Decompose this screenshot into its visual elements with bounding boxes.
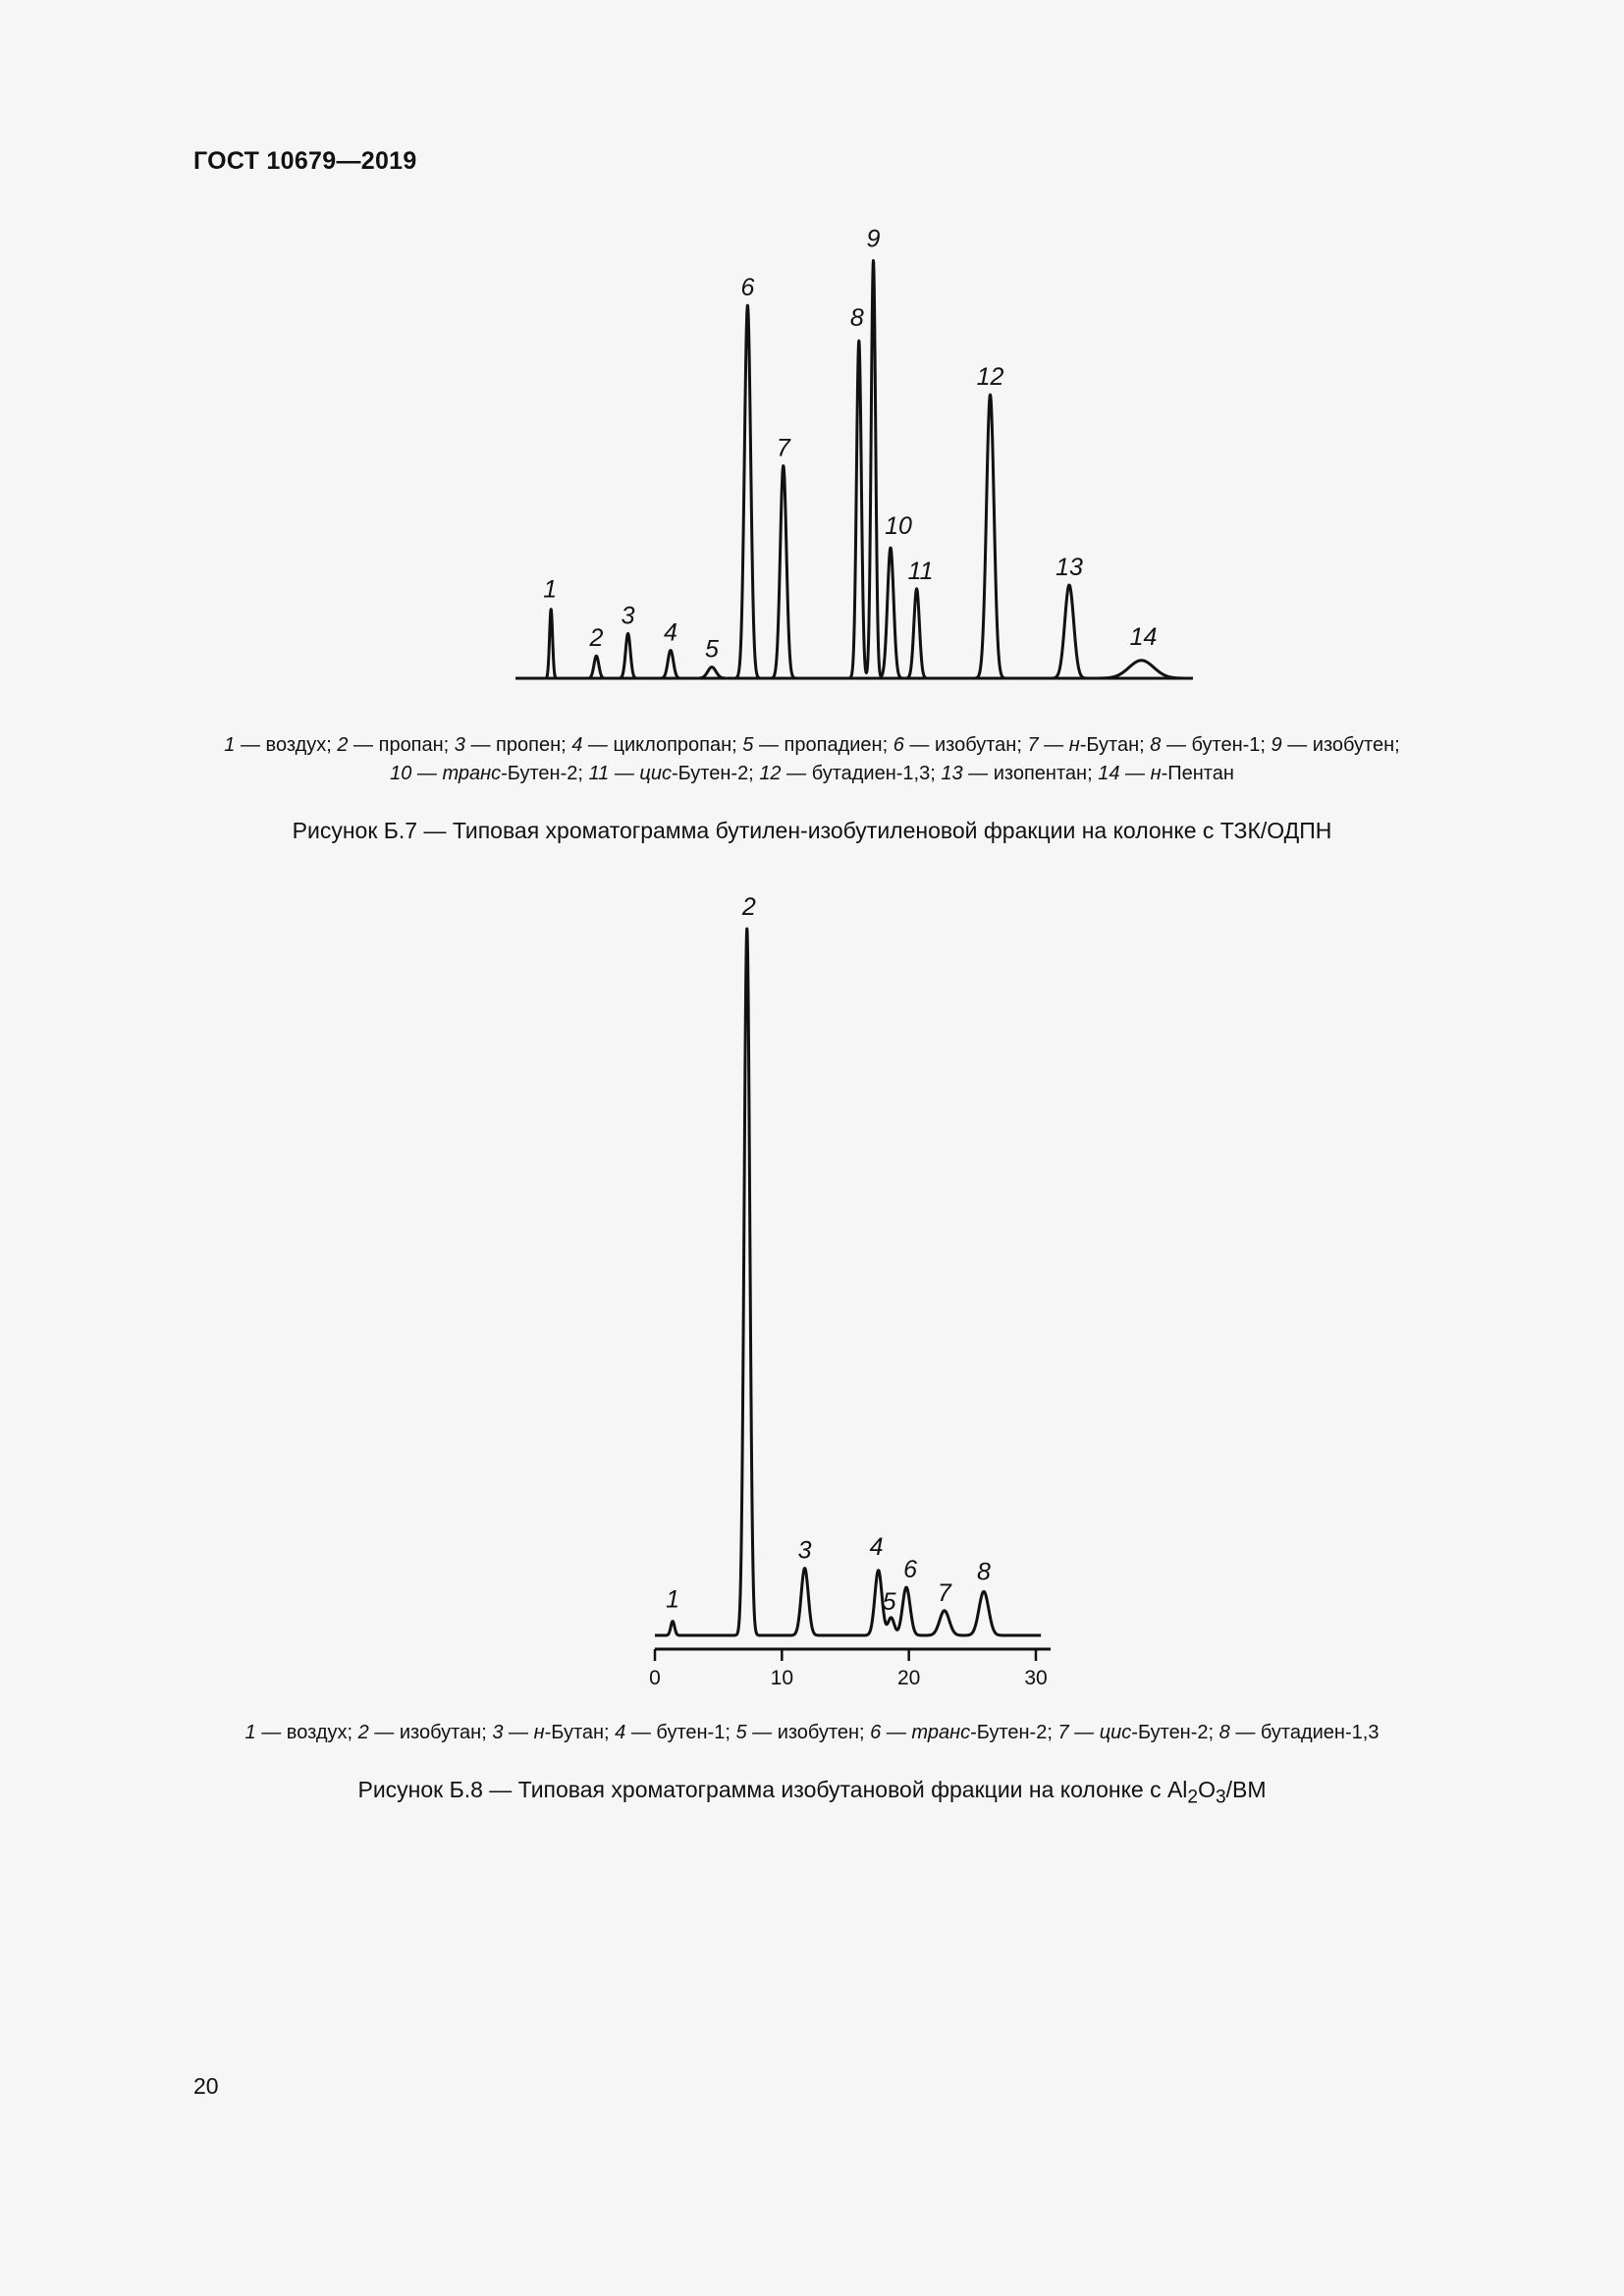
legend-entry-italic: транс bbox=[442, 763, 502, 784]
legend-line bbox=[147, 760, 1477, 788]
legend-entry: 12 — бутадиен-1,3; bbox=[759, 763, 942, 784]
legend-entry: 2 — пропан; bbox=[337, 734, 455, 756]
document-header: ГОСТ 10679—2019 bbox=[193, 147, 417, 175]
legend-entry-italic: н bbox=[533, 1722, 545, 1743]
legend-entry-number: 3 bbox=[492, 1722, 504, 1743]
peak-label: 12 bbox=[976, 363, 1004, 392]
figure-title-b8-main: Рисунок Б.8 — Типовая хроматограмма изобутановой фракции на колонке с Al bbox=[357, 1777, 1188, 1802]
peak-label: 14 bbox=[1129, 622, 1158, 651]
figure-title-b7: Рисунок Б.7 — Типовая хроматограмма бутилен-изобутиленовой фракции на колонке с ТЗК/ОДПН bbox=[292, 818, 1332, 843]
legend-entry-number: 3 bbox=[454, 734, 465, 756]
peak-label: 6 bbox=[903, 1556, 918, 1584]
legend-entry-number: 7 bbox=[1027, 734, 1039, 756]
legend-entry-number: 1 bbox=[224, 734, 236, 756]
legend-entry-italic: цис bbox=[639, 763, 672, 784]
legend-entry-number: 1 bbox=[244, 1722, 256, 1743]
legend-entry: 5 — изобутен; bbox=[735, 1722, 871, 1743]
peak-label: 2 bbox=[741, 893, 756, 921]
legend-entry: 7 — цис-Бутен-2; bbox=[1057, 1722, 1219, 1743]
peak-label: 5 bbox=[882, 1587, 896, 1616]
x-tick-label: 20 bbox=[896, 1667, 921, 1689]
peak-label: 9 bbox=[866, 225, 881, 253]
peak-label: 1 bbox=[543, 575, 558, 604]
legend-entry: 7 — н-Бутан; bbox=[1027, 734, 1151, 756]
peak-label: 3 bbox=[621, 602, 635, 630]
peak-label: 3 bbox=[797, 1536, 812, 1565]
legend-entry-number: 4 bbox=[571, 734, 583, 756]
legend-entry: 8 — бутен-1; bbox=[1150, 734, 1272, 756]
peak-label: 2 bbox=[589, 624, 604, 653]
x-tick-label: 30 bbox=[1024, 1667, 1048, 1689]
legend-entry-italic: транс bbox=[911, 1722, 971, 1743]
legend-entry-number: 2 bbox=[357, 1722, 369, 1743]
legend-entry-number: 13 bbox=[941, 763, 963, 784]
legend-entry: 8 — бутадиен-1,3 bbox=[1218, 1722, 1380, 1743]
legend-entry-number: 5 bbox=[735, 1722, 747, 1743]
legend-entry: 4 — циклопропан; bbox=[571, 734, 743, 756]
peak-label: 11 bbox=[907, 557, 934, 585]
legend-entry: 11 — цис-Бутен-2; bbox=[588, 763, 760, 784]
legend-line bbox=[147, 1719, 1477, 1747]
peak-label: 4 bbox=[869, 1532, 884, 1561]
legend-entry: 13 — изопентан; bbox=[941, 763, 1099, 784]
legend-entry-number: 4 bbox=[615, 1722, 626, 1743]
figure-title-b8 bbox=[147, 1777, 1477, 1809]
legend-entry: 1 — воздух; bbox=[224, 734, 338, 756]
legend-entry-number: 12 bbox=[759, 763, 782, 784]
legend-entry: 3 — н-Бутан; bbox=[492, 1722, 616, 1743]
figure-title-b8-mid: O bbox=[1198, 1777, 1216, 1802]
legend-entry-number: 7 bbox=[1057, 1722, 1069, 1743]
peak-label: 7 bbox=[776, 434, 790, 462]
legend-entry-italic: цис bbox=[1099, 1722, 1132, 1743]
legend-entry: 1 — воздух; bbox=[244, 1722, 358, 1743]
legend-entry-number: 5 bbox=[742, 734, 754, 756]
peak-label: 4 bbox=[664, 618, 677, 647]
peak-label: 6 bbox=[740, 274, 755, 301]
figure-title-b8-sub2: 3 bbox=[1215, 1787, 1226, 1808]
peak-label: 8 bbox=[977, 1558, 991, 1586]
x-tick-label: 0 bbox=[649, 1667, 661, 1689]
legend-entry-number: 9 bbox=[1271, 734, 1282, 756]
peak-label: 10 bbox=[885, 512, 912, 540]
legend-b8 bbox=[147, 1719, 1477, 1747]
legend-entry-number: 6 bbox=[893, 734, 904, 756]
legend-entry: 14 — н-Пентан bbox=[1098, 763, 1234, 784]
legend-entry-number: 14 bbox=[1098, 763, 1120, 784]
legend-entry: 5 — пропадиен; bbox=[742, 734, 893, 756]
figure-title-b8-sub1: 2 bbox=[1187, 1787, 1199, 1808]
legend-entry: 9 — изобутен; bbox=[1271, 734, 1400, 756]
peak-label: 7 bbox=[937, 1578, 951, 1607]
chromatogram-b8 bbox=[638, 893, 1070, 1689]
peak-label: 13 bbox=[1056, 554, 1083, 581]
chromatogram-b7 bbox=[506, 225, 1193, 702]
legend-entry-number: 6 bbox=[870, 1722, 882, 1743]
legend-entry: 6 — изобутан; bbox=[893, 734, 1028, 756]
legend-entry-italic: н bbox=[1150, 763, 1162, 784]
legend-entry-number: 8 bbox=[1150, 734, 1162, 756]
legend-entry: 10 — транс-Бутен-2; bbox=[390, 763, 589, 784]
legend-entry-italic: н bbox=[1068, 734, 1080, 756]
legend-entry-number: 10 bbox=[390, 763, 412, 784]
legend-entry-number: 8 bbox=[1218, 1722, 1230, 1743]
x-tick-label: 10 bbox=[770, 1667, 794, 1689]
legend-entry: 2 — изобутан; bbox=[357, 1722, 493, 1743]
peak-label: 5 bbox=[705, 635, 719, 664]
page-number: 20 bbox=[193, 2073, 219, 2099]
legend-entry-number: 2 bbox=[337, 734, 349, 756]
legend-entry: 3 — пропен; bbox=[454, 734, 572, 756]
legend-b7 bbox=[147, 731, 1477, 788]
legend-entry: 4 — бутен-1; bbox=[615, 1722, 736, 1743]
legend-entry: 6 — транс-Бутен-2; bbox=[870, 1722, 1058, 1743]
legend-line bbox=[147, 731, 1477, 760]
figure-title-b8-end: /BM bbox=[1225, 1777, 1267, 1802]
legend-entry-number: 11 bbox=[588, 763, 610, 784]
peak-label: 8 bbox=[849, 304, 864, 333]
chromatogram-trace bbox=[655, 929, 1041, 1635]
peak-label: 1 bbox=[666, 1585, 680, 1614]
